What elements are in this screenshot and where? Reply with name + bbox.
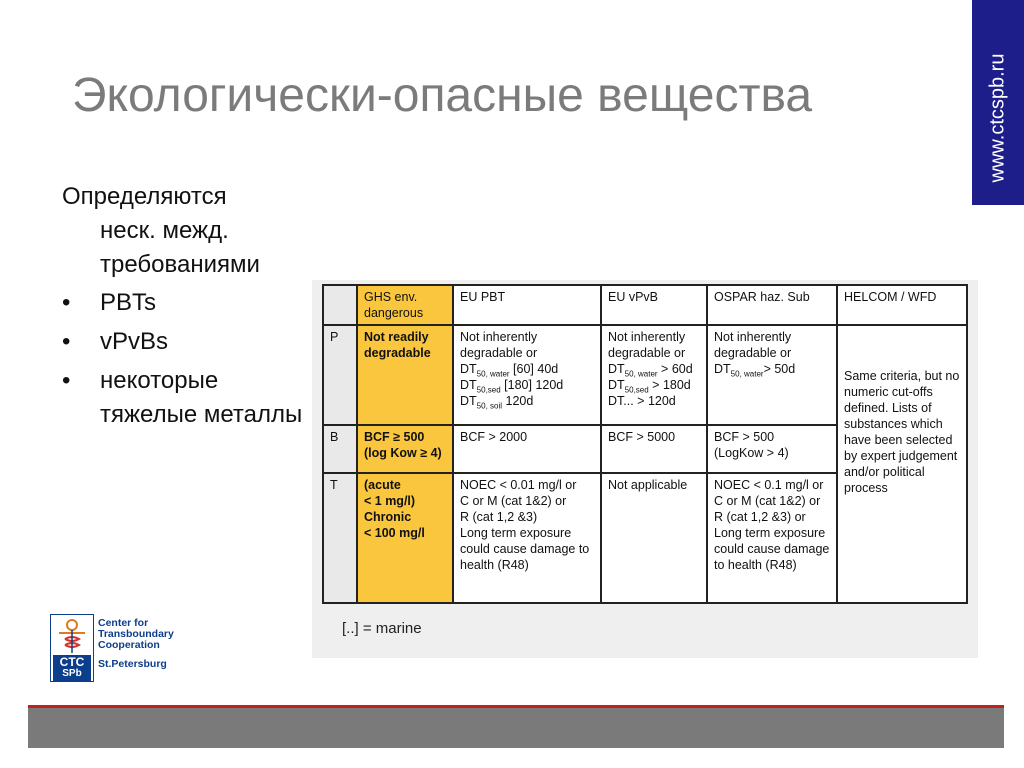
logo-city: St.Petersburg xyxy=(98,658,167,670)
logo-badge-bottom: SPb xyxy=(62,668,82,679)
cell-line: $DT_{50, water}> 50d$ xyxy=(714,362,796,379)
intro-line-3: требованиями xyxy=(100,251,260,278)
table-header-row xyxy=(323,285,967,325)
header-cell-eu-pbt: EU PBT xyxy=(453,285,601,325)
cell-line: NOEC < 0.1 mg/l or xyxy=(714,478,824,492)
sun-wave-icon xyxy=(51,615,93,655)
bullet-item xyxy=(62,286,312,320)
cell-eu-vpvb-p xyxy=(601,325,707,425)
ctc-logo xyxy=(50,614,210,686)
cell-line: Long term exposure could cause damage to health (R48) xyxy=(460,526,590,572)
cell-line: (acute xyxy=(364,478,401,492)
cell-line: $DT_{50, water}$ [60] 40d xyxy=(460,362,559,379)
intro-line-2: неск. межд. xyxy=(100,217,229,244)
header-cell-ghs: GHS env. dangerous xyxy=(357,285,453,325)
cell-eu-pbt-b: BCF > 2000 xyxy=(453,425,601,473)
left-text-block xyxy=(62,180,312,437)
logo-emblem xyxy=(50,614,94,682)
intro-line-1: Определяются xyxy=(62,183,227,210)
row-label-t: T xyxy=(323,473,357,603)
cell-line: $DT_{50,sed}$ [180] 120d xyxy=(460,378,564,395)
cell-line: C or M (cat 1&2) or xyxy=(714,494,821,508)
cell-ospar-t xyxy=(707,473,837,603)
logo-badge-top: CTC xyxy=(59,655,85,669)
cell-line: C or M (cat 1&2) or xyxy=(460,494,567,508)
bullet-list xyxy=(62,286,312,432)
cell-ospar-b xyxy=(707,425,837,473)
cell-eu-vpvb-t: Not applicable xyxy=(601,473,707,603)
cell-line: < 1 mg/l) xyxy=(364,494,416,508)
header-cell-eu-vpvb: EU vPvB xyxy=(601,285,707,325)
bullet-item xyxy=(62,325,312,359)
cell-line: Long term exposure could cause damage to health (R48) xyxy=(714,526,830,572)
cell-line: $DT_{50,sed} > 180d$ xyxy=(608,378,691,395)
footer-bar xyxy=(28,708,1004,748)
table-row-p xyxy=(323,325,967,425)
cell-line: Chronic xyxy=(364,510,412,524)
row-label-b: B xyxy=(323,425,357,473)
logo-line: Cooperation xyxy=(98,639,160,651)
bullet-item xyxy=(62,364,312,432)
cell-line: (LogKow > 4) xyxy=(714,446,789,460)
cell-line: BCF > 500 xyxy=(714,430,775,444)
cell-ospar-p xyxy=(707,325,837,425)
criteria-table xyxy=(322,284,968,604)
cell-line: Not inherently degradable or xyxy=(714,330,792,360)
cell-eu-pbt-p xyxy=(453,325,601,425)
cell-line: < 100 mg/l xyxy=(364,526,425,540)
bullet-text: vPvBs xyxy=(100,328,169,355)
bullet-dot: • xyxy=(62,367,71,394)
cell-line: NOEC < 0.01 mg/l or xyxy=(460,478,577,492)
bullet-dot: • xyxy=(62,289,71,316)
url-banner[interactable] xyxy=(972,0,1024,205)
logo-badge xyxy=(53,655,91,681)
row-label-p: P xyxy=(323,325,357,425)
cell-line: R (cat 1,2 &3) or xyxy=(714,510,806,524)
logo-text xyxy=(98,618,174,651)
url-text[interactable]: www.ctcspb.ru xyxy=(986,53,1009,183)
slide-title: Экологически-опасные вещества xyxy=(72,69,813,122)
header-cell-empty xyxy=(323,285,357,325)
header-cell-ospar: OSPAR haz. Sub xyxy=(707,285,837,325)
cell-ghs-t xyxy=(357,473,453,603)
logo-line: Center for xyxy=(98,617,149,629)
cell-line: $DT_{50, water} > 60d$ xyxy=(608,362,693,379)
cell-line: Not inherently degradable or xyxy=(460,330,538,360)
cell-line: Not inherently degradable or xyxy=(608,330,686,360)
cell-line: R (cat 1,2 &3) xyxy=(460,510,538,524)
cell-eu-pbt-t xyxy=(453,473,601,603)
logo-line: Transboundary xyxy=(98,628,174,640)
intro-text xyxy=(62,180,312,282)
cell-ghs-b: BCF ≥ 500 (log Kow ≥ 4) xyxy=(357,425,453,473)
table-footnote: [..] = marine xyxy=(342,620,422,637)
bullet-text: некоторые тяжелые металлы xyxy=(100,367,303,428)
cell-line: DT... > 120d xyxy=(608,394,676,408)
cell-line: $DT_{50, soil}$ 120d xyxy=(460,394,534,411)
header-cell-helcom: HELCOM / WFD xyxy=(837,285,967,325)
cell-helcom-merged: Same criteria, but no numeric cut-offs defined. Lists of substances which have been selected by expert judgement and/or political process xyxy=(837,325,967,603)
cell-eu-vpvb-b: BCF > 5000 xyxy=(601,425,707,473)
cell-ghs-p: Not readily degradable xyxy=(357,325,453,425)
bullet-dot: • xyxy=(62,328,71,355)
bullet-text: PBTs xyxy=(100,289,157,316)
criteria-table-image xyxy=(312,280,978,658)
